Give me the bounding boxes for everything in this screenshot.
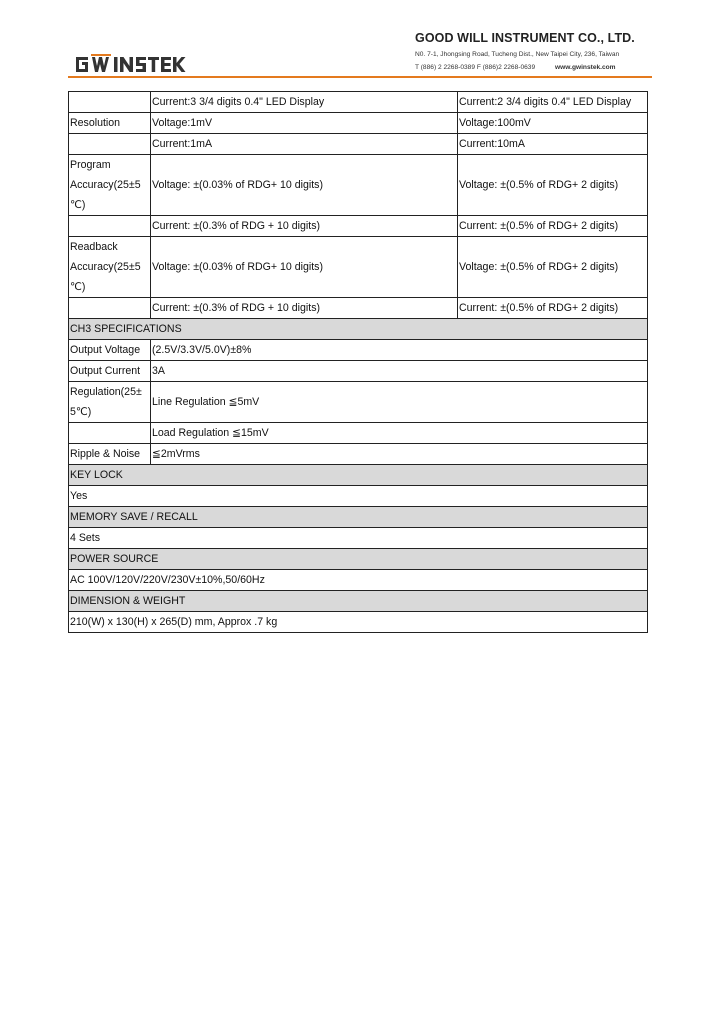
section-heading: CH3 SPECIFICATIONS [69,319,648,340]
spec-value-model-a: Current:1mA [151,134,458,155]
spec-value-model-a: Current:3 3/4 digits 0.4" LED Display [151,92,458,113]
spec-row [69,382,648,423]
spec-label: Resolution [69,113,151,134]
spec-row [69,298,648,319]
spec-row [69,216,648,237]
spec-value-model-b: Current:10mA [458,134,648,155]
spec-value-model-b: Voltage: ±(0.5% of RDG+ 2 digits) [458,155,648,216]
spec-value-model-a: Voltage: ±(0.03% of RDG+ 10 digits) [151,155,458,216]
section-heading-row [69,549,648,570]
spec-value: AC 100V/120V/220V/230V±10%,50/60Hz [69,570,648,591]
spec-row [69,423,648,444]
section-heading-row [69,319,648,340]
spec-row [69,486,648,507]
company-contact [415,64,655,71]
spec-value-model-a: Voltage: ±(0.03% of RDG+ 10 digits) [151,237,458,298]
website-link[interactable]: www.gwinstek.com [554,64,616,71]
section-heading-row [69,591,648,612]
spec-row [69,134,648,155]
section-heading-row [69,507,648,528]
spec-value-model-a: Voltage:1mV [151,113,458,134]
specifications-table [68,91,648,633]
spec-label [69,92,151,113]
spec-value: 210(W) x 130(H) x 265(D) mm, Approx .7 kg [69,612,648,633]
section-heading: POWER SOURCE [69,549,648,570]
spec-label [69,134,151,155]
spec-label: Ripple & Noise [69,444,151,465]
section-heading-row [69,465,648,486]
spec-row [69,340,648,361]
spec-value-model-b: Current: ±(0.5% of RDG+ 2 digits) [458,298,648,319]
spec-value: 4 Sets [69,528,648,549]
section-heading: DIMENSION & WEIGHT [69,591,648,612]
spec-row [69,570,648,591]
spec-label [69,423,151,444]
company-info [415,31,655,71]
spec-value: Load Regulation ≦15mV [151,423,648,444]
spec-label: Readback Accuracy(25±5 ℃) [69,237,151,298]
spec-row [69,612,648,633]
company-name: GOOD WILL INSTRUMENT CO., LTD. [415,31,635,45]
spec-label: Output Current [69,361,151,382]
spec-value-model-b: Voltage: ±(0.5% of RDG+ 2 digits) [458,237,648,298]
spec-value-model-b: Voltage:100mV [458,113,648,134]
spec-value: 3A [151,361,648,382]
spec-row [69,361,648,382]
spec-row [69,444,648,465]
spec-row [69,92,648,113]
gwinstek-logo [74,53,186,75]
spec-label: Regulation(25± 5℃) [69,382,151,423]
spec-label [69,298,151,319]
spec-label: Output Voltage [69,340,151,361]
spec-value-model-a: Current: ±(0.3% of RDG + 10 digits) [151,216,458,237]
spec-value: Yes [69,486,648,507]
header-divider [68,76,652,78]
spec-value: (2.5V/3.3V/5.0V)±8% [151,340,648,361]
spec-value-model-b: Current:2 3/4 digits 0.4" LED Display [458,92,648,113]
section-heading: KEY LOCK [69,465,648,486]
section-heading: MEMORY SAVE / RECALL [69,507,648,528]
spec-row [69,113,648,134]
spec-row [69,237,648,298]
spec-value: Line Regulation ≦5mV [151,382,648,423]
spec-row [69,155,648,216]
spec-label: Program Accuracy(25±5 ℃) [69,155,151,216]
phone-fax: T (886) 2 2268-0389 F (886)2 2268-0639 [415,64,536,71]
spec-value-model-b: Current: ±(0.5% of RDG+ 2 digits) [458,216,648,237]
company-address: N0. 7-1, Jhongsing Road, Tucheng Dist., New Taipei City, 236, Taiwan [415,51,620,58]
spec-value: ≦2mVrms [151,444,648,465]
spec-label [69,216,151,237]
spec-value-model-a: Current: ±(0.3% of RDG + 10 digits) [151,298,458,319]
spec-row [69,528,648,549]
